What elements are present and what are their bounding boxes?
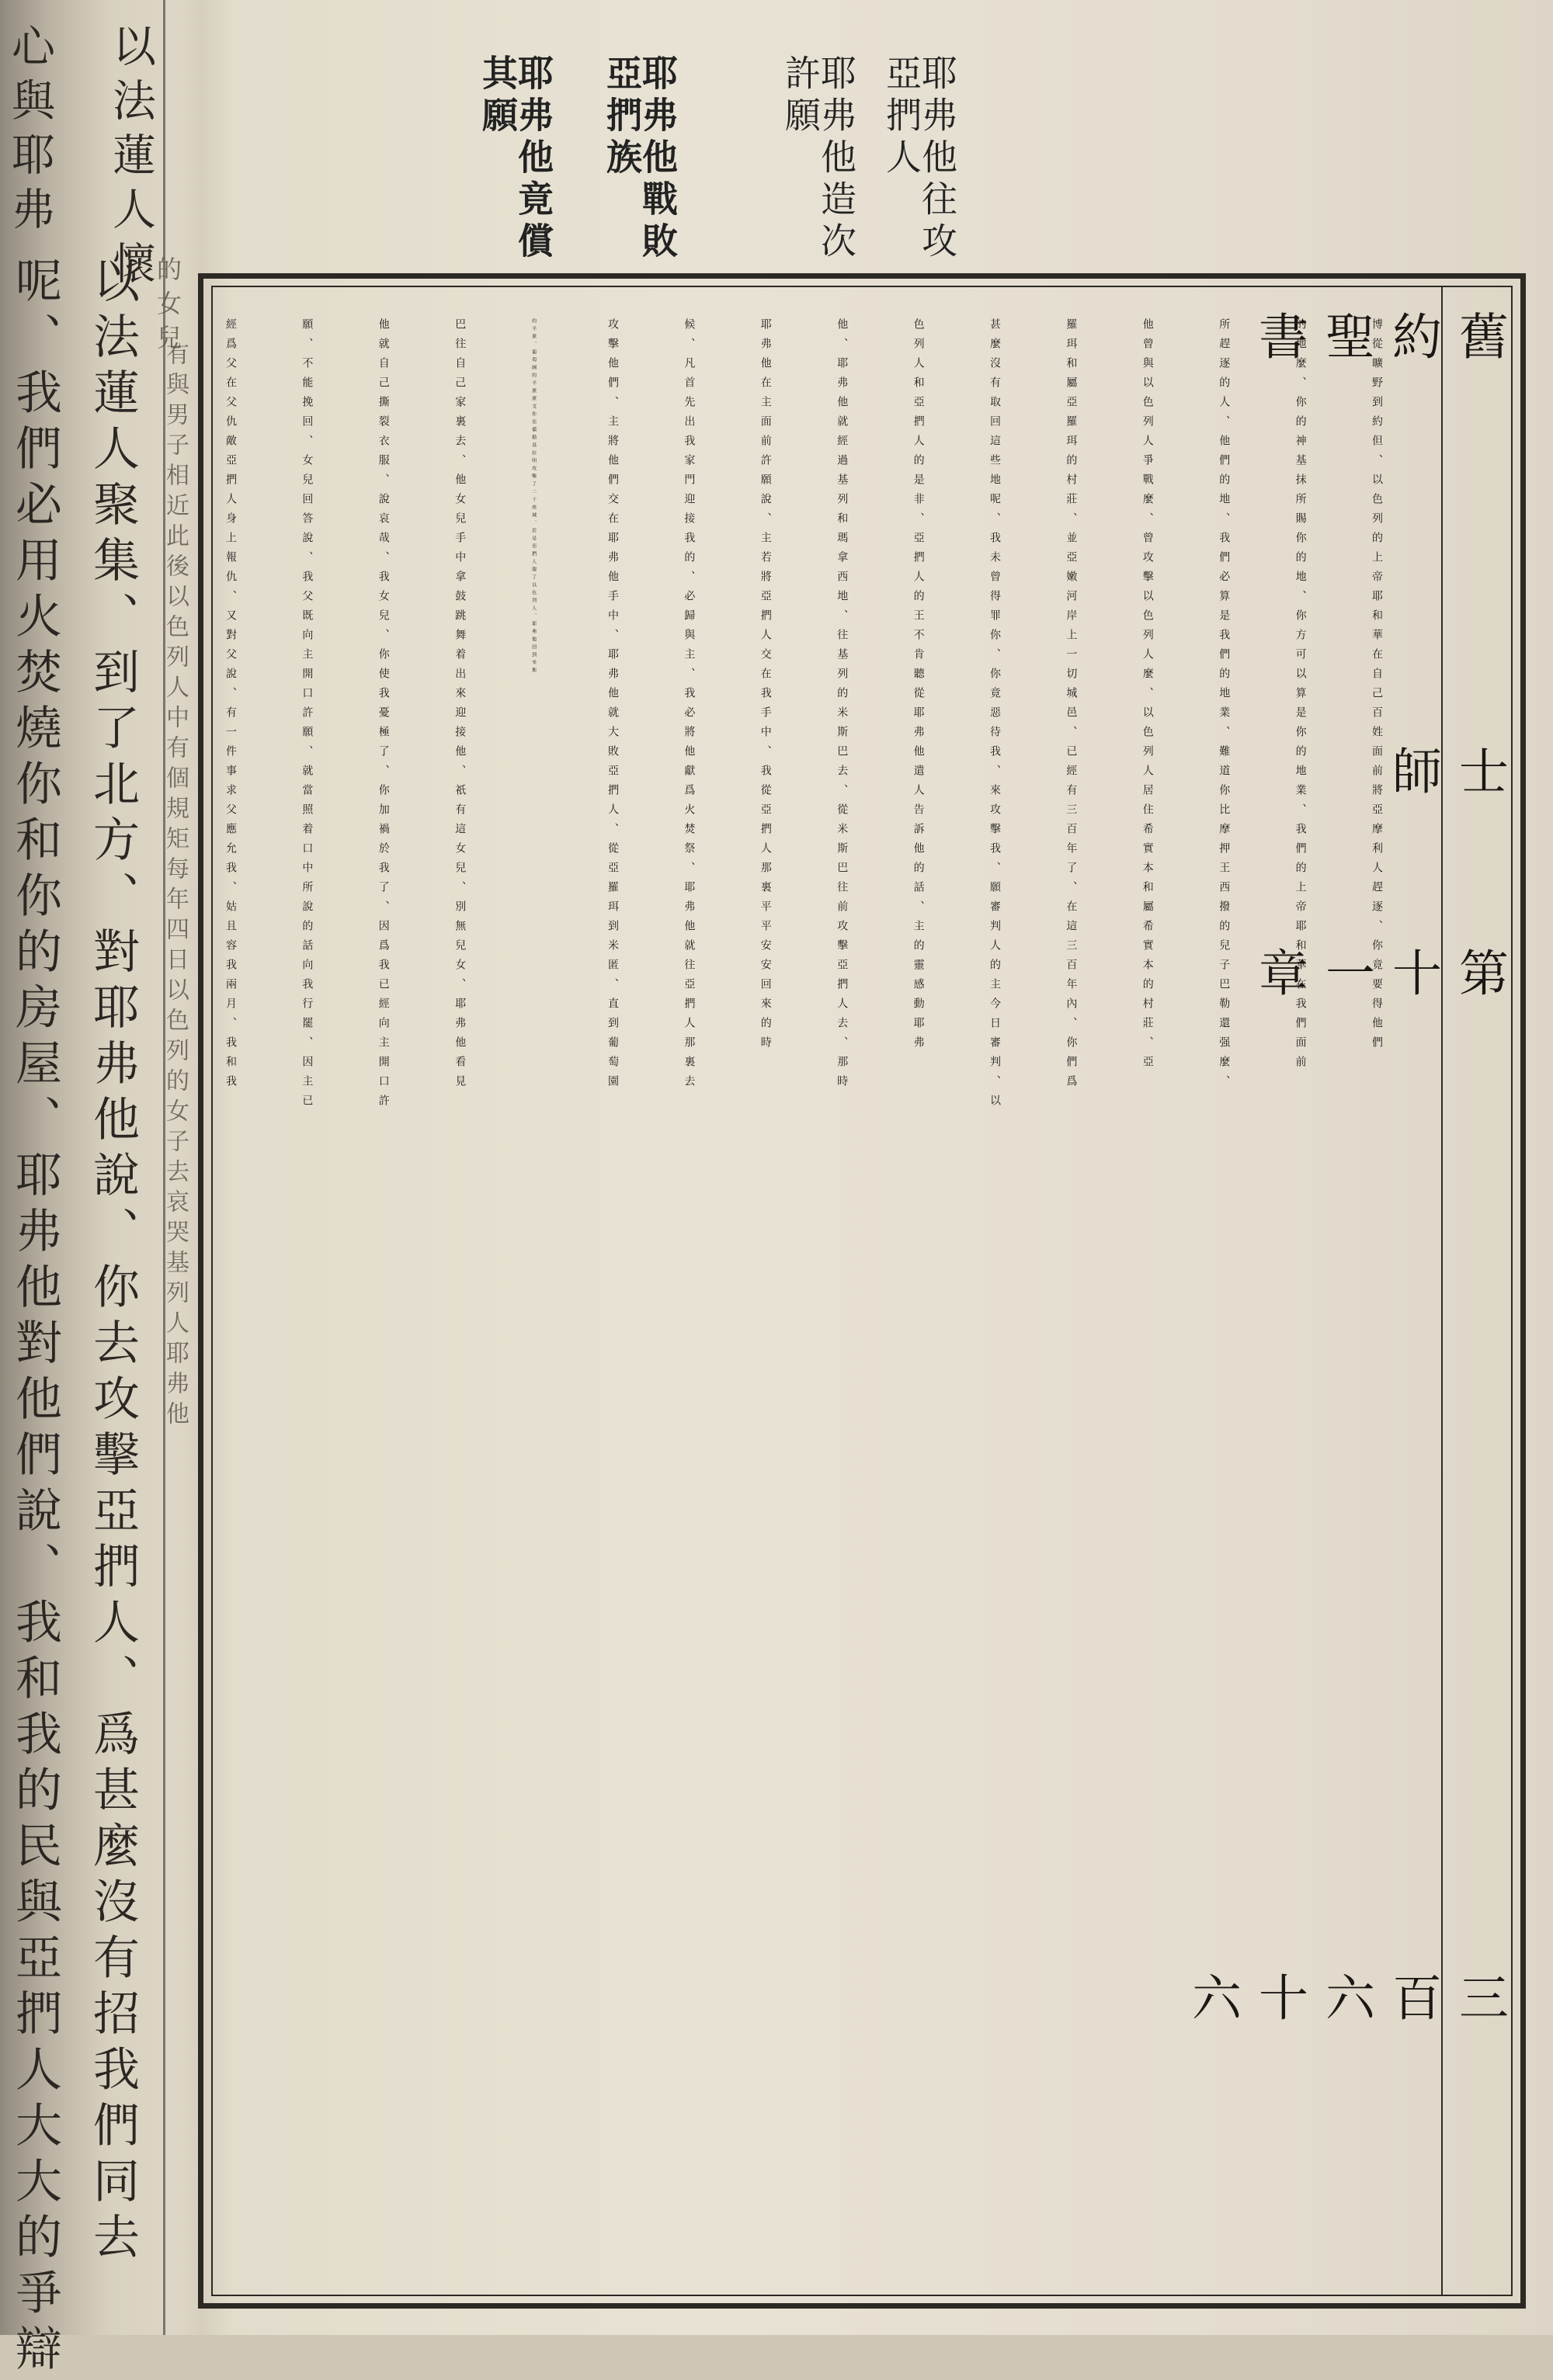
book-name: 士師 [1384,745,1508,798]
body-column: 候、凡首先出我家門迎接我的、必歸與主、我必將他獻爲火焚祭、耶弗他就往亞捫人那裏去 [683,318,696,1095]
margin-heading: 耶弗他戰敗亞捫族 [601,54,679,264]
chapter-label: 第十一章 [1250,947,1508,1000]
body-column: 經爲父在父仇敵亞捫人身上報仇、又對父說、有一件事求父應允我、姑且容我兩月、我和我 [224,318,237,1095]
body-column: 羅珥和屬亞羅珥的村莊、並亞嫩河岸上一切城邑、已經有三百年了、在這三百年內、你們爲 [1065,318,1078,1095]
body-column: 的平原、葡萄園的平原原文作亞備勒基拉明攻擊了二十座城、於是亞捫人服了以色列人、耶弗他回到米斯 [530,318,537,675]
margin-heading: 耶弗他竟償其願 [477,54,554,264]
body-column: 色列人和亞捫人的是非、亞捫人的王不肯聽從耶弗他遣人告訴他的話、主的靈感動耶弗 [912,318,925,1056]
body-column: 他、耶弗他就經過基列和瑪拿西地、往基列的米斯巴去、從米斯巴往前攻擊亞捫人去、那時 [836,318,849,1095]
left-page-note: 的女兒 [153,256,182,359]
body-column: 耶弗他在主面前許願說、主若將亞捫人交在我手中、我從亞捫人那裏平平安安回來的時 [759,318,772,1056]
left-page-column: 以法蓮人聚集、到了北方、對耶弗他說、你去攻擊亞捫人、爲甚麼沒有招我們同去 [85,256,140,2268]
body-column: 願、不能挽回、女兒回答說、我父既向主開口許願、就當照着口中所說的話向我行罷、因主已 [301,318,314,1114]
left-page-heading: 心與耶弗 [5,23,55,241]
body-column: 所趕逐的人、他們的地、我們必算是我們的地業、難道你比摩押王西撥的兒子巴勒還强麼、 [1218,318,1231,1095]
body-column: 攻擊他們、主將他們交在耶弗他手中、耶弗他就大敗亞捫人、從亞羅珥到米匿、直到葡萄園 [606,318,619,1095]
book-title: 舊約聖書 [1250,311,1508,363]
body-column: 的地麼、你的神基抹所賜你的地、你方可以算是你的地業、我們的上帝耶和華在我們面前 [1294,318,1307,1075]
body-column: 甚麼沒有取回這些地呢、我未曾得罪你、你竟惡待我、來攻擊我、願審判人的主今日審判、以 [988,318,1001,1114]
body-column: 他曾與以色列人爭戰麼、曾攻擊以色列人麼、以色列人居住希實本和屬希實本的村莊、亞 [1141,318,1154,1075]
body-column: 他就自己撕裂衣服、說哀哉、我女兒、你使我憂極了、你加禍於我了、因爲我已經向主開口許 [377,318,390,1114]
body-column: 巴往自己家裏去、他女兒手中拿鼓跳舞着出來迎接他、祇有這女兒、別無兒女、耶弗他看見 [453,318,467,1095]
margin-heading: 耶弗他往攻亞捫人 [881,54,958,264]
body-column: 博從曠野到約但、以色列的上帝耶和華在自己百姓面前將亞摩利人趕逐、你竟要得他們 [1371,318,1383,1056]
left-page-note: 有與男子相近此後以色列人中有個規矩每年四日以色列的女子去哀哭基列人耶弗他 [162,342,189,1431]
page-number: 三百六十六 [1183,1972,1508,2024]
left-page-column: 呢、我們必用火焚燒你和你的房屋、耶弗他對他們說、我和我的民與亞捫人大大的爭辯 [8,256,62,2380]
margin-heading: 耶弗他造次許願 [780,54,857,264]
left-page-heading: 以法蓮人懷 [106,23,156,295]
